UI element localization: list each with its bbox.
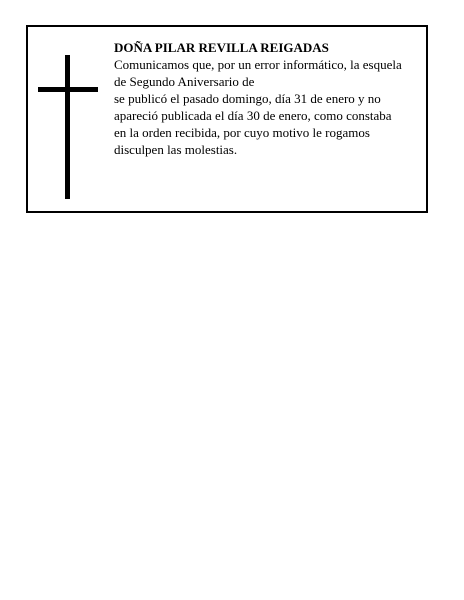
notice-line: de Segundo Aniversario de: [114, 74, 255, 89]
notice-line: se publicó el pasado domingo, día 31 de enero y no: [114, 91, 381, 106]
obituary-notice-box: [26, 25, 428, 213]
notice-line: en la orden recibida, por cuyo motivo le rogamos: [114, 125, 370, 140]
notice-line: apareció publicada el día 30 de enero, como constaba: [114, 108, 392, 123]
notice-text: [114, 39, 420, 158]
deceased-name: DOÑA PILAR REVILLA REIGADAS: [114, 40, 329, 55]
cross-vertical-bar: [65, 55, 70, 199]
notice-line: Comunicamos que, por un error informático, la esquela: [114, 57, 402, 72]
cross-horizontal-bar: [38, 87, 98, 92]
cross-icon: [38, 55, 98, 199]
notice-line: disculpen las molestias.: [114, 142, 238, 157]
